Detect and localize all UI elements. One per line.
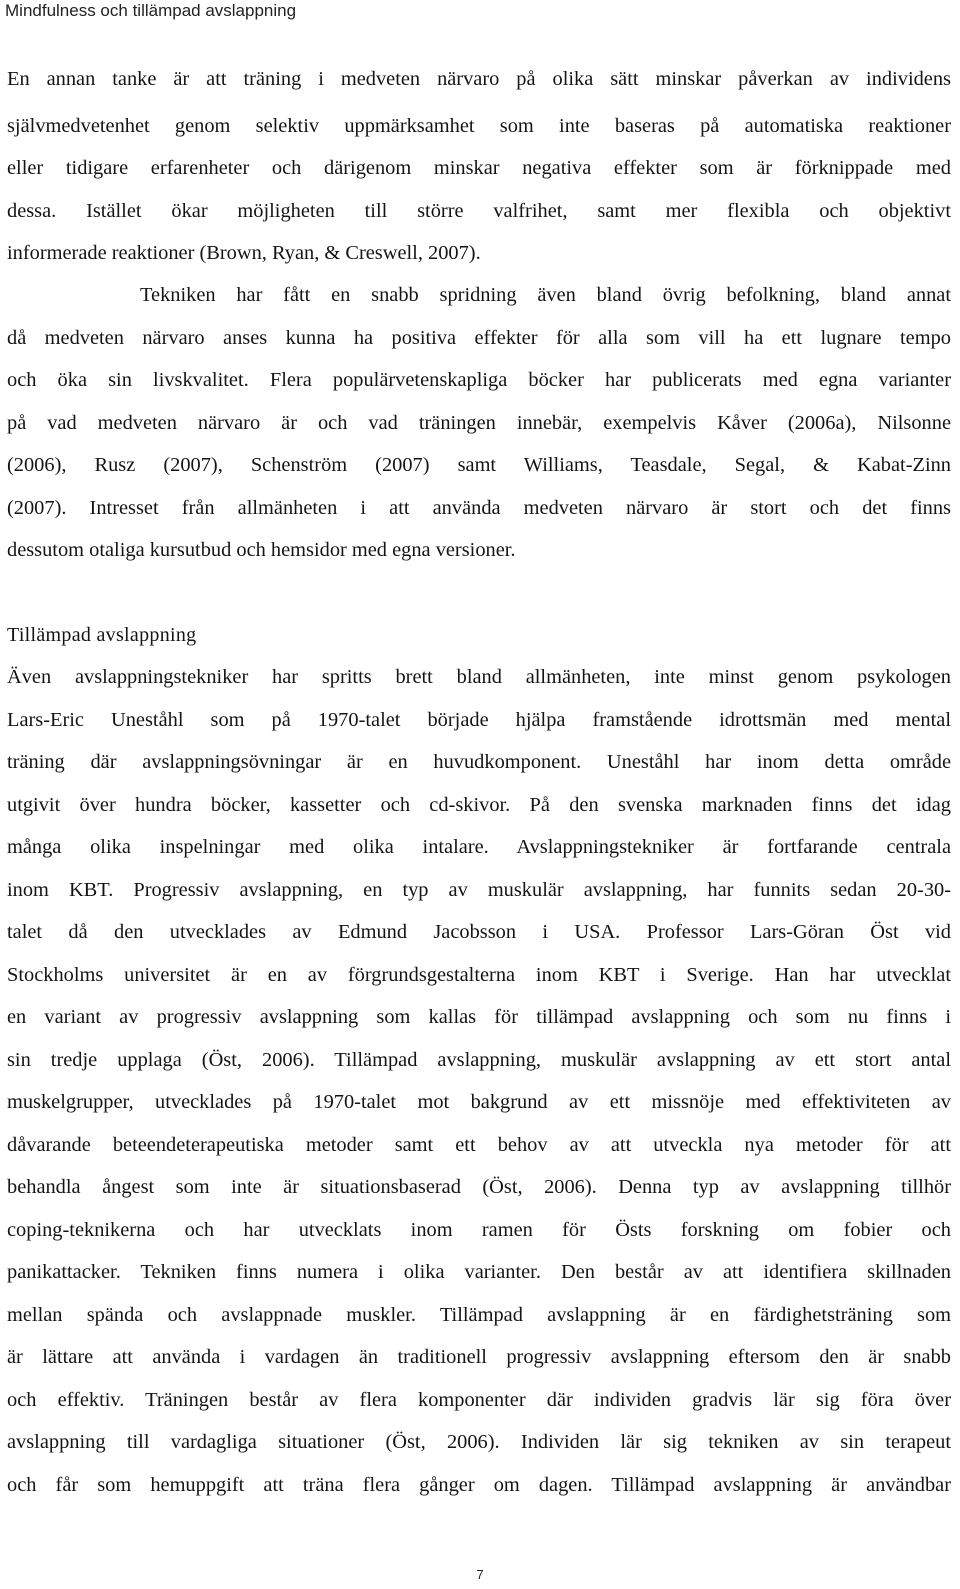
text-line: många olika inspelningar med olika intalare. Avslappningstekniker är fortfarande centrala	[7, 836, 951, 858]
text-line: Även avslappningstekniker har spritts brett bland allmänheten, inte minst genom psykologen	[7, 666, 951, 688]
page-number: 7	[476, 1567, 484, 1582]
text-line: självmedvetenhet genom selektiv uppmärksamhet som inte baseras på automatiska reaktioner	[7, 115, 951, 137]
text-line: då medveten närvaro anses kunna ha positiva effekter för alla som vill ha ett lugnare tempo	[7, 327, 951, 349]
text-line: sin tredje upplaga (Öst, 2006). Tillämpad avslappning, muskulär avslappning av ett stort antal	[7, 1049, 951, 1071]
text-line: coping-teknikerna och har utvecklats inom ramen för Östs forskning om fobier och	[7, 1219, 951, 1241]
text-line: inom KBT. Progressiv avslappning, en typ av muskulär avslappning, har funnits sedan 20-30-	[7, 879, 951, 901]
text-line: avslappning till vardagliga situationer (Öst, 2006). Individen lär sig tekniken av sin terapeut	[7, 1431, 951, 1453]
section-heading: Tillämpad avslappning	[7, 624, 197, 646]
text-line: behandla ångest som inte är situationsbaserad (Öst, 2006). Denna typ av avslappning tillhör	[7, 1176, 951, 1198]
text-line: (2006), Rusz (2007), Schenström (2007) samt Williams, Teasdale, Segal, & Kabat-Zinn	[7, 454, 951, 476]
text-line: och effektiv. Träningen består av flera komponenter där individen gradvis lär sig föra över	[7, 1389, 951, 1411]
text-line: eller tidigare erfarenheter och därigenom minskar negativa effekter som är förknippade med	[7, 157, 951, 179]
text-line: utgivit över hundra böcker, kassetter och cd-skivor. På den svenska marknaden finns det idag	[7, 794, 951, 816]
text-line: dåvarande beteendeterapeutiska metoder samt ett behov av att utveckla nya metoder för att	[7, 1134, 951, 1156]
text-line: och öka sin livskvalitet. Flera populärvetenskapliga böcker har publicerats med egna varianter	[7, 369, 951, 391]
text-line: Lars-Eric Uneståhl som på 1970-talet började hjälpa framstående idrottsmän med mental	[7, 709, 951, 731]
text-line: på vad medveten närvaro är och vad träningen innebär, exempelvis Kåver (2006a), Nilsonne	[7, 412, 951, 434]
text-line: Tekniken har fått en snabb spridning även bland övrig befolkning, bland annat	[140, 284, 951, 306]
text-line: träning där avslappningsövningar är en huvudkomponent. Uneståhl har inom detta område	[7, 751, 951, 773]
text-line: (2007). Intresset från allmänheten i att använda medveten närvaro är stort och det finns	[7, 497, 951, 519]
text-line: panikattacker. Tekniken finns numera i olika varianter. Den består av att identifiera skillnaden	[7, 1261, 951, 1283]
text-line: muskelgrupper, utvecklades på 1970-talet mot bakgrund av ett missnöje med effektiviteten av	[7, 1091, 951, 1113]
text-line: En annan tanke är att träning i medveten närvaro på olika sätt minskar påverkan av individens	[7, 68, 951, 90]
running-header: Mindfulness och tillämpad avslappning	[5, 1, 297, 20]
text-line: Stockholms universitet är en av förgrundsgestalterna inom KBT i Sverige. Han har utvecklat	[7, 964, 951, 986]
text-line: dessutom otaliga kursutbud och hemsidor med egna versioner.	[7, 539, 516, 561]
text-line: dessa. Istället ökar möjligheten till större valfrihet, samt mer flexibla och objektivt	[7, 200, 951, 222]
text-line: mellan spända och avslappnade muskler. Tillämpad avslappning är en färdighetsträning som	[7, 1304, 951, 1326]
text-line: och får som hemuppgift att träna flera gånger om dagen. Tillämpad avslappning är användbar	[7, 1474, 951, 1496]
text-line: en variant av progressiv avslappning som kallas för tillämpad avslappning och som nu finns i	[7, 1006, 951, 1028]
text-line: är lättare att använda i vardagen än traditionell progressiv avslappning eftersom den är snabb	[7, 1346, 951, 1368]
text-line: informerade reaktioner (Brown, Ryan, & Creswell, 2007).	[7, 242, 481, 264]
text-line: talet då den utvecklades av Edmund Jacobsson i USA. Professor Lars-Göran Öst vid	[7, 921, 951, 943]
